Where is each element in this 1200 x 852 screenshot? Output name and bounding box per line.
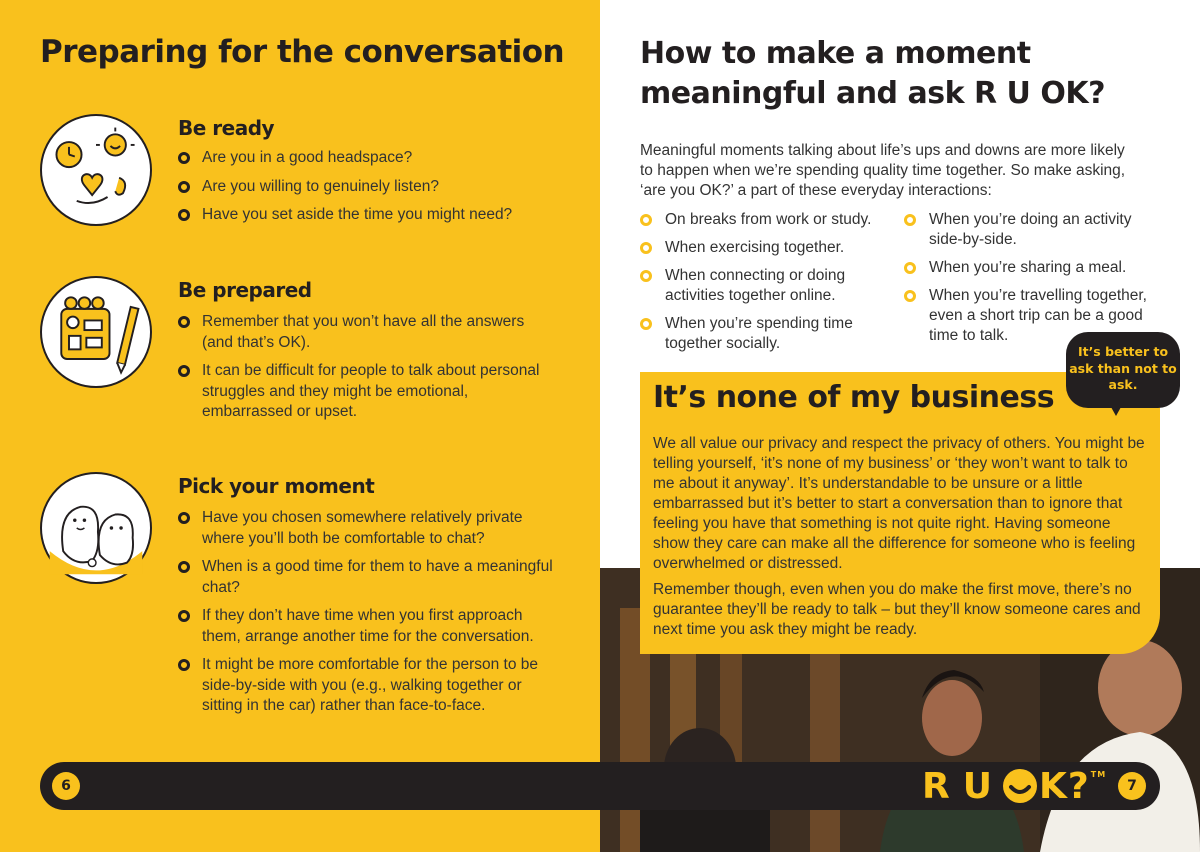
section-be-prepared xyxy=(40,274,580,434)
be-ready-heading: Be ready xyxy=(178,116,275,140)
speech-bubble-tail xyxy=(1106,398,1126,416)
bullet-icon xyxy=(178,561,190,573)
pick-your-moment-heading: Pick your moment xyxy=(178,474,375,498)
list-item: Have you set aside the time you might need? xyxy=(178,205,558,226)
bullet-icon xyxy=(178,512,190,524)
section-pick-your-moment xyxy=(40,470,580,730)
list-item: If they don’t have time when you first approach them, arrange another time for the conversation. xyxy=(178,606,558,647)
box-title: It’s none of my business xyxy=(653,380,1055,415)
be-prepared-list xyxy=(178,312,558,431)
bullet-icon xyxy=(904,290,916,302)
list-item: When exercising together. xyxy=(640,238,888,258)
right-page-title: How to make a moment meaningful and ask R U OK? xyxy=(640,36,1105,111)
list-item: Are you in a good headspace? xyxy=(178,148,558,169)
bullet-icon xyxy=(640,318,652,330)
list-item: When you’re sharing a meal. xyxy=(904,258,1164,278)
bullet-icon xyxy=(178,365,190,377)
box-paragraph-1: We all value our privacy and respect the privacy of others. You might be telling yourself, ‘it’s none of my business’ or ‘they won’t want to talk to me about it anyway’. It’s understandable to be unsure or a little embarrassed but it’s better to start a conversation than to ignore that feeling you have that something is not quite right. Having someone show they care can make all the difference for someone who is feeling overwhelmed or distressed. xyxy=(653,435,1145,572)
list-item: When connecting or doing activities together online. xyxy=(640,266,888,306)
bullet-icon xyxy=(640,214,652,226)
section-be-ready xyxy=(40,112,580,242)
bullet-icon xyxy=(904,262,916,274)
intro-paragraph: Meaningful moments talking about life’s ups and downs are more likely to happen when we’re spending quality time together. So make asking, ‘are you OK?’ a part of these everyday interactions: xyxy=(640,142,1126,199)
left-page-title: Preparing for the conversation xyxy=(40,34,565,70)
bullet-icon xyxy=(178,152,190,164)
list-item: It might be more comfortable for the person to be side-by-side with you (e.g., walking together or sitting in the car) rather than face-to-face. xyxy=(178,655,558,717)
be-ready-illustration-icon xyxy=(40,114,152,226)
bullet-icon xyxy=(904,214,916,226)
bullet-icon xyxy=(178,316,190,328)
list-item: When you’re travelling together, even a short trip can be a good time to talk. xyxy=(904,286,1164,346)
list-item: Remember that you won’t have all the answers (and that’s OK). xyxy=(178,312,558,353)
list-item: When you’re spending time together socially. xyxy=(640,314,888,354)
box-paragraph-2: Remember though, even when you do make the first move, there’s no guarantee they’ll be ready to talk – but they’ll know someone cares and next time you ask they might be ready. xyxy=(653,581,1141,638)
speech-bubble: It’s better to ask than not to ask. xyxy=(1066,332,1180,408)
list-item: It can be difficult for people to talk about personal struggles and they might be emotional, embarrassed or upset. xyxy=(178,361,558,423)
ruok-logo: R U K? TM xyxy=(922,765,1107,807)
box-text xyxy=(653,434,1148,646)
smiley-icon xyxy=(1003,769,1037,803)
pick-your-moment-list xyxy=(178,508,558,725)
right-page xyxy=(600,0,1200,852)
list-item: Have you chosen somewhere relatively private where you’ll both be comfortable to chat? xyxy=(178,508,558,549)
be-prepared-heading: Be prepared xyxy=(178,278,312,302)
none-of-my-business-box xyxy=(640,372,1160,654)
page-number-right: 7 xyxy=(1118,772,1146,800)
bullet-icon xyxy=(178,209,190,221)
bullet-icon xyxy=(178,181,190,193)
bullet-icon xyxy=(178,659,190,671)
list-item: When is a good time for them to have a meaningful chat? xyxy=(178,557,558,598)
list-item: On breaks from work or study. xyxy=(640,210,888,230)
be-prepared-illustration-icon xyxy=(40,276,152,388)
bullet-icon xyxy=(640,270,652,282)
page-number-left: 6 xyxy=(52,772,80,800)
interactions-list-col1 xyxy=(640,210,888,362)
bullet-icon xyxy=(178,610,190,622)
list-item: When you’re doing an activity side-by-side. xyxy=(904,210,1164,250)
be-ready-list xyxy=(178,148,558,234)
list-item: Are you willing to genuinely listen? xyxy=(178,177,558,198)
pick-your-moment-illustration-icon xyxy=(40,472,152,584)
bullet-icon xyxy=(640,242,652,254)
